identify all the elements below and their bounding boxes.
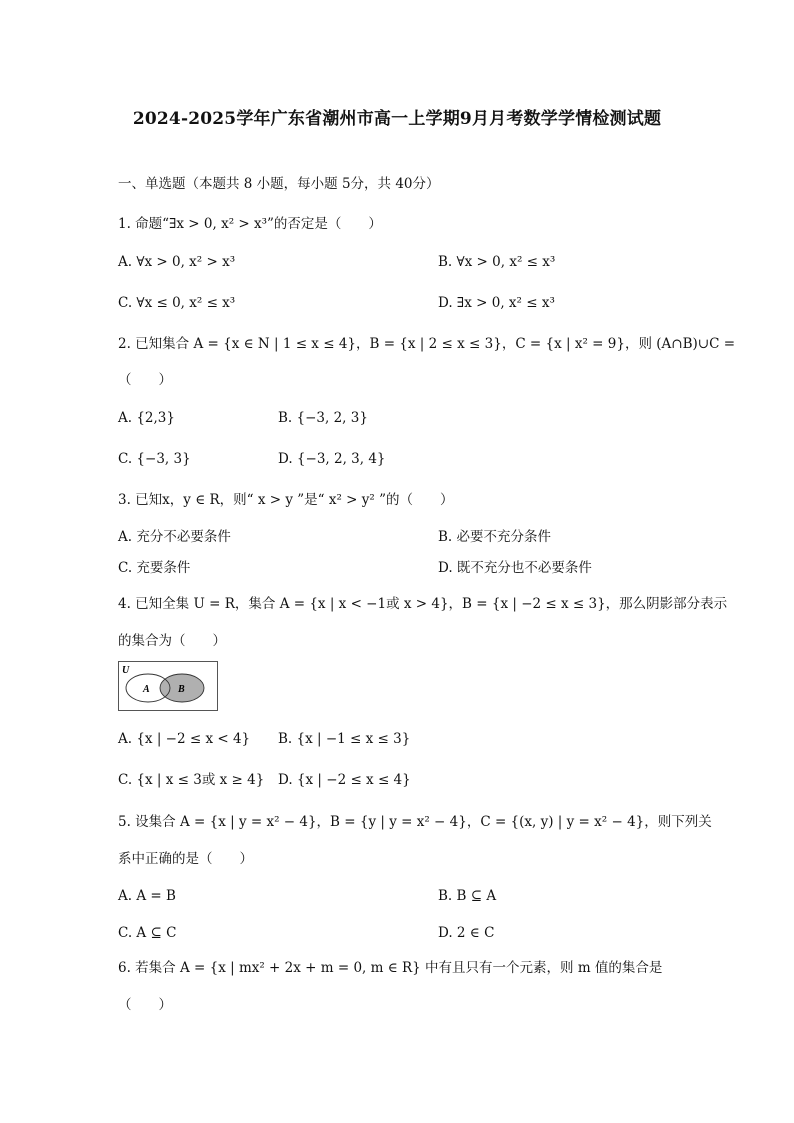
question-4-option-a: A. {x | −2 ≤ x < 4}	[118, 731, 251, 747]
question-5-stem: 5. 设集合 A = {x | y = x² − 4}，B = {y | y = x² − 4}，C = {(x, y) | y = x² − 4}，则下列关	[118, 814, 712, 830]
question-3-option-c: C. 充要条件	[118, 560, 191, 576]
section-header: 一、单选题（本题共 8 小题，每小题 5分，共 40分）	[118, 176, 440, 192]
question-4-option-d: D. {x | −2 ≤ x ≤ 4}	[278, 772, 411, 788]
question-3-option-a: A. 充分不必要条件	[118, 529, 231, 545]
question-2-option-c: C. {−3, 3}	[118, 451, 191, 467]
question-5-option-d: D. 2 ∈ C	[438, 925, 495, 941]
question-3-option-b: B. 必要不充分条件	[438, 529, 552, 545]
question-1-option-c: C. ∀x ≤ 0, x² ≤ x³	[118, 295, 236, 311]
question-5-option-b: B. B ⊆ A	[438, 888, 497, 904]
question-5-option-c: C. A ⊆ C	[118, 925, 177, 941]
question-3-stem: 3. 已知x，y ∈ R，则“ x > y ”是“ x² > y² ”的（ ）	[118, 492, 454, 508]
question-2-stem-cont: （ ）	[118, 372, 172, 388]
question-2-option-b: B. {−3, 2, 3}	[278, 410, 368, 426]
question-5-option-a: A. A = B	[118, 888, 176, 904]
question-1-stem: 1. 命题“∃x > 0, x² > x³”的否定是（ ）	[118, 216, 382, 232]
venn-label-a: A	[143, 684, 150, 695]
question-2-option-a: A. {2,3}	[118, 410, 175, 426]
question-2-stem: 2. 已知集合 A = {x ∈ N | 1 ≤ x ≤ 4}，B = {x | 2 ≤ x ≤ 3}，C = {x | x² = 9}，则 (A∩B)∪C =	[118, 336, 736, 352]
question-4-stem: 4. 已知全集 U = R，集合 A = {x | x < −1或 x > 4}，B = {x | −2 ≤ x ≤ 3}，那么阴影部分表示	[118, 596, 728, 612]
page-title: 2024-2025学年广东省潮州市高一上学期9月月考数学学情检测试题	[132, 109, 662, 129]
question-6-stem-cont: （ ）	[118, 997, 172, 1013]
question-4-option-b: B. {x | −1 ≤ x ≤ 3}	[278, 731, 411, 747]
venn-diagram	[118, 661, 218, 711]
question-5-stem-cont: 系中正确的是（ ）	[118, 851, 253, 867]
question-4-stem-cont: 的集合为（ ）	[118, 633, 226, 649]
question-2-option-d: D. {−3, 2, 3, 4}	[278, 451, 386, 467]
question-1-option-b: B. ∀x > 0, x² ≤ x³	[438, 254, 556, 270]
venn-label-u: U	[122, 665, 130, 676]
question-1-option-a: A. ∀x > 0, x² > x³	[118, 254, 236, 270]
question-3-option-d: D. 既不充分也不必要条件	[438, 560, 592, 576]
venn-label-b: B	[178, 684, 185, 695]
question-6-stem: 6. 若集合 A = {x | mx² + 2x + m = 0, m ∈ R} 中有且只有一个元素，则 m 值的集合是	[118, 960, 663, 976]
question-4-option-c: C. {x | x ≤ 3或 x ≥ 4}	[118, 772, 265, 788]
question-1-option-d: D. ∃x > 0, x² ≤ x³	[438, 295, 555, 311]
